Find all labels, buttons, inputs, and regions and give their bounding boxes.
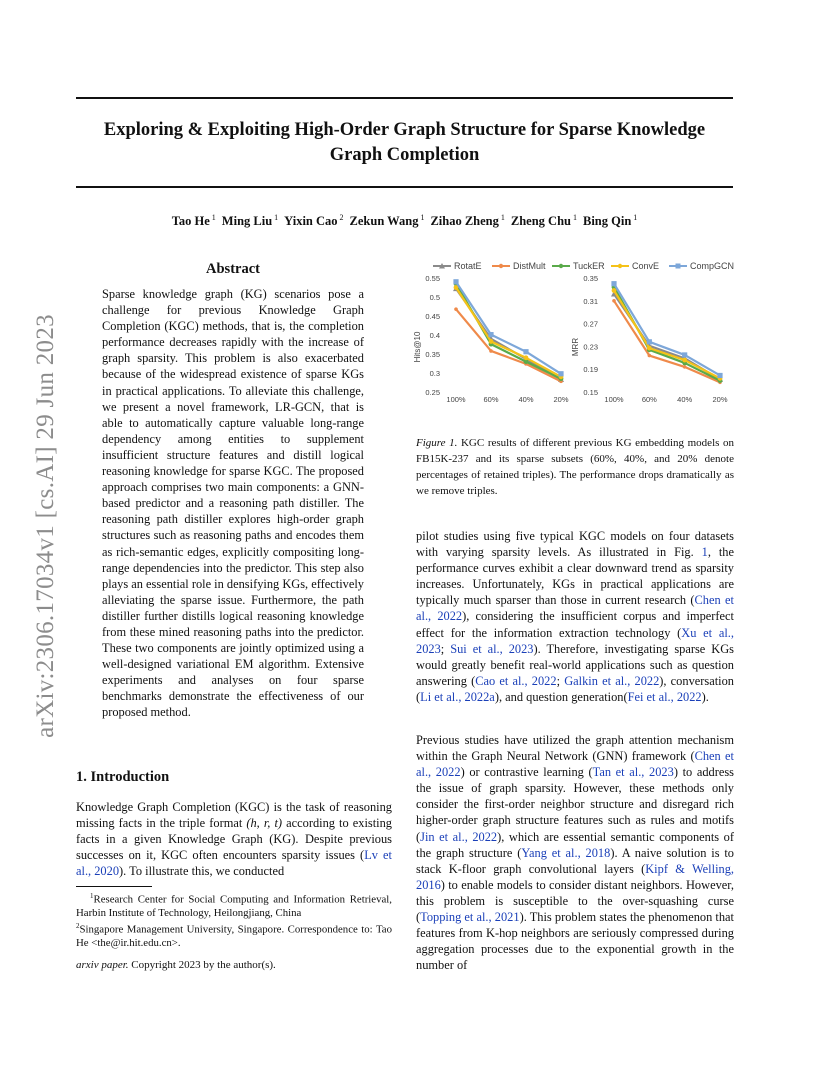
y-tick-label: 0.25 [425, 388, 440, 397]
paper-title: Exploring & Exploiting High-Order Graph Structure for Sparse Knowledge Graph Completion [103, 120, 706, 165]
affiliation-mark: 2 [337, 213, 344, 222]
affiliation-mark: 1 [209, 213, 216, 222]
data-point [488, 332, 493, 337]
legend-label: ConvE [632, 261, 660, 272]
author-name: Zheng Chu $^1$ [510, 213, 577, 229]
affiliation-mark: 1 [272, 213, 279, 222]
y-tick-label: 0.31 [583, 296, 598, 306]
x-tick-label: 100% [446, 395, 466, 404]
y-tick-label: 0.23 [583, 342, 598, 352]
x-tick-label: 100% [604, 395, 624, 404]
arxiv-side-stamp: arXiv:2306.17034v1 [cs.AI] 29 Jun 2023 [32, 314, 59, 738]
author-name: Yixin Cao $^2$ [284, 213, 344, 229]
x-tick-label: 60% [641, 395, 657, 404]
data-point [523, 349, 528, 354]
citation[interactable]: Xu et al., 2023 [416, 625, 734, 656]
data-point [558, 371, 563, 376]
abstract-text: Sparse knowledge graph (KG) scenarios pose a challenge for previous Knowledge Graph Completion (KGC) methods, that is, the completion performance decreases rapidly with the increase of graph sparsity. This problem is also exacerbated because of the widespread existence of sparse KGs in practical applications. To alleviate this challenge, we present a novel framework, LR-GCN, that is able to automatically capture valuable long-range dependency among entities to supplement insufficient structure features and distill logical reasoning knowledge for sparse KGC. The proposed approach comprises two main components: a GNN-based predictor and a reasoning path distiller. The reasoning path distiller explores high-order graph structures such as reasoning paths and encodes them as rich-semantic edges, explicitly compositing long-range dependencies into the predictor. This step also plays an essential role in densifying KGs, effectively alleviating the sparse issue. Furthermore, the path distiller further distills logical reasoning knowledge from these mined reasoning paths into the predictor. These two components are jointly optimized using a well-designed variational EM algorithm. Extensive experiments and analyses on four sparse benchmarks demonstrate the effectiveness of our proposed method. [102, 287, 364, 720]
footnote-2: $^2$Singapore Management University, Singapore. Correspondence to: Tao He <the@ir.hit.edu.cn>. [76, 922, 392, 949]
y-tick-label: 0.3 [429, 369, 440, 378]
y-tick-label: 0.35 [425, 350, 440, 359]
data-point [647, 346, 652, 351]
data-point [682, 358, 687, 363]
legend-marker [559, 264, 563, 268]
legend-marker [499, 264, 503, 268]
x-tick-label: 40% [518, 395, 534, 404]
mrr-chart [571, 274, 728, 404]
y-tick-label: 0.55 [425, 274, 440, 283]
citation[interactable]: Chen et al., 2022 [416, 593, 734, 624]
citation[interactable]: Chen et al., 2022 [416, 749, 734, 780]
legend-label: DistMult [513, 261, 546, 272]
footnote-rule [76, 886, 152, 887]
data-point [489, 349, 493, 353]
x-tick-label: 20% [553, 395, 569, 404]
affiliation-mark: 1 [418, 213, 425, 222]
data-point [612, 288, 617, 293]
y-tick-label: 0.19 [583, 365, 598, 375]
citation[interactable]: Li et al., 2022a [420, 689, 495, 704]
data-point [682, 352, 687, 357]
affiliation-mark: 1 [631, 213, 638, 222]
chart-legend [433, 261, 734, 271]
citation[interactable]: Galkin et al., 2022 [564, 673, 660, 688]
affiliation-mark: 1 [498, 213, 505, 222]
citation[interactable]: Kipf & Welling, 2016 [416, 861, 734, 892]
legend-marker [618, 264, 622, 268]
data-point [717, 373, 722, 378]
x-tick-label: 20% [712, 395, 728, 404]
footnote-1: $^1$Research Center for Social Computing and Information Retrieval, Harbin Institute of Technology, Heilongjiang, China [76, 892, 392, 919]
author-name: Tao He $^1$ [171, 213, 216, 229]
figure-reference[interactable]: 1 [701, 545, 708, 560]
figure-caption: Figure 1. KGC results of different previous KG embedding models on FB15K-237 and its sparse subsets (60%, 40%, and 20% denote percentages of retained triples). The performance drops dramatically as we remove triples. [416, 437, 735, 497]
y-tick-label: 0.35 [583, 274, 598, 283]
paragraph-pilot-studies: pilot studies using five typical KGC models on four datasets with varying sparsity levels. As illustrated in Fig. 1, the performance curves exhibit a clear downward trend as sparsity increases. Unfortunately, KGs in practical applications are typically much sparser than those in current research (Chen et al., 2022), considering the insufficient corpus and imperfect effect for the information extraction technology (Xu et al., 2023; Sui et al., 2023). Therefore, investigating sparse KGs would greatly benefit real-world applications such as question answering (Cao et al., 2022; Galkin et al., 2022), conversation (Li et al., 2022a), and question generation(Fei et al., 2022). [416, 529, 734, 704]
data-point [611, 281, 616, 286]
citation[interactable]: Cao et al., 2022 [475, 673, 557, 688]
citation[interactable]: Lv et al., 2020 [76, 848, 392, 879]
series-line-rotate [456, 289, 561, 380]
author-name: Bing Qin $^1$ [583, 213, 638, 229]
citation[interactable]: Topping et al., 2021 [420, 910, 520, 925]
x-tick-label: 40% [677, 395, 693, 404]
title-bottom-rule [76, 186, 733, 188]
section-heading-introduction: 1. Introduction [76, 769, 170, 785]
data-point [454, 307, 458, 311]
data-point [648, 354, 652, 358]
author-name: Zihao Zheng $^1$ [430, 213, 505, 229]
paragraph-previous-studies: Previous studies have utilized the graph attention mechanism within the Graph Neural Network (GNN) framework (Chen et al., 2022) or contrastive learning (Tan et al., 2023) to address the issue of graph sparsity. However, these methods only consider the first-order neighbor structure and disregard rich higher-order graph structure features such as rules and motifs (Jin et al., 2022), which are essential semantic components of the graph structure (Yang et al., 2018). A naive solution is to stack K-floor graph convolutional layers (Kipf & Welling, 2016) to enable models to consider distant neighbors. However, this problem is susceptible to the over-squashing curse (Topping et al., 2021). This problem states the phenomenon that features from K-hop neighbors are seriously compressed during aggregation processes due to the exponential growth in the number of [416, 733, 735, 973]
data-point [647, 339, 652, 344]
citation[interactable]: Tan et al., 2023 [592, 765, 674, 780]
y-tick-label: 0.45 [425, 312, 440, 321]
legend-label: CompGCN [690, 261, 735, 272]
data-point [683, 365, 687, 369]
citation[interactable]: Yang et al., 2018 [521, 845, 611, 860]
figure-1-charts [406, 254, 736, 414]
author-name: Zekun Wang $^1$ [349, 213, 425, 229]
data-point [453, 279, 458, 284]
x-tick-label: 60% [483, 395, 499, 404]
introduction-paragraph: Knowledge Graph Completion (KGC) is the task of reasoning missing facts in the triple format (h, r, t) according to existing facts in a given Knowledge Graph (KG). Despite previous successes on it, KGC often encounters sparsity issues (Lv et al., 2020). To illustrate this, we conducted [76, 800, 392, 879]
y-axis-label: MRR [571, 337, 580, 357]
data-point [612, 299, 616, 303]
y-tick-label: 0.15 [583, 388, 598, 397]
author-list [76, 213, 733, 229]
citation[interactable]: Fei et al., 2022 [627, 689, 702, 704]
y-axis-label: Hits@10 [413, 331, 422, 363]
affiliation-mark: 1 [571, 213, 577, 222]
data-point [524, 355, 529, 360]
y-tick-label: 0.27 [583, 319, 598, 329]
legend-label: RotatE [454, 261, 482, 272]
top-rule [76, 97, 733, 99]
footnotes [76, 890, 392, 950]
data-point [489, 339, 494, 344]
abstract-heading: Abstract [206, 261, 260, 277]
legend-marker [676, 264, 681, 269]
citation[interactable]: Sui et al., 2023 [450, 641, 534, 656]
y-tick-label: 0.5 [429, 293, 440, 302]
y-tick-label: 0.4 [429, 331, 440, 340]
hits10-chart [413, 274, 569, 404]
legend-label: TuckER [573, 261, 605, 272]
citation[interactable]: Jin et al., 2022 [420, 829, 498, 844]
copyright-notice: arxiv paper. Copyright 2023 by the author(s). [76, 959, 276, 971]
author-name: Ming Liu $^1$ [221, 213, 279, 229]
